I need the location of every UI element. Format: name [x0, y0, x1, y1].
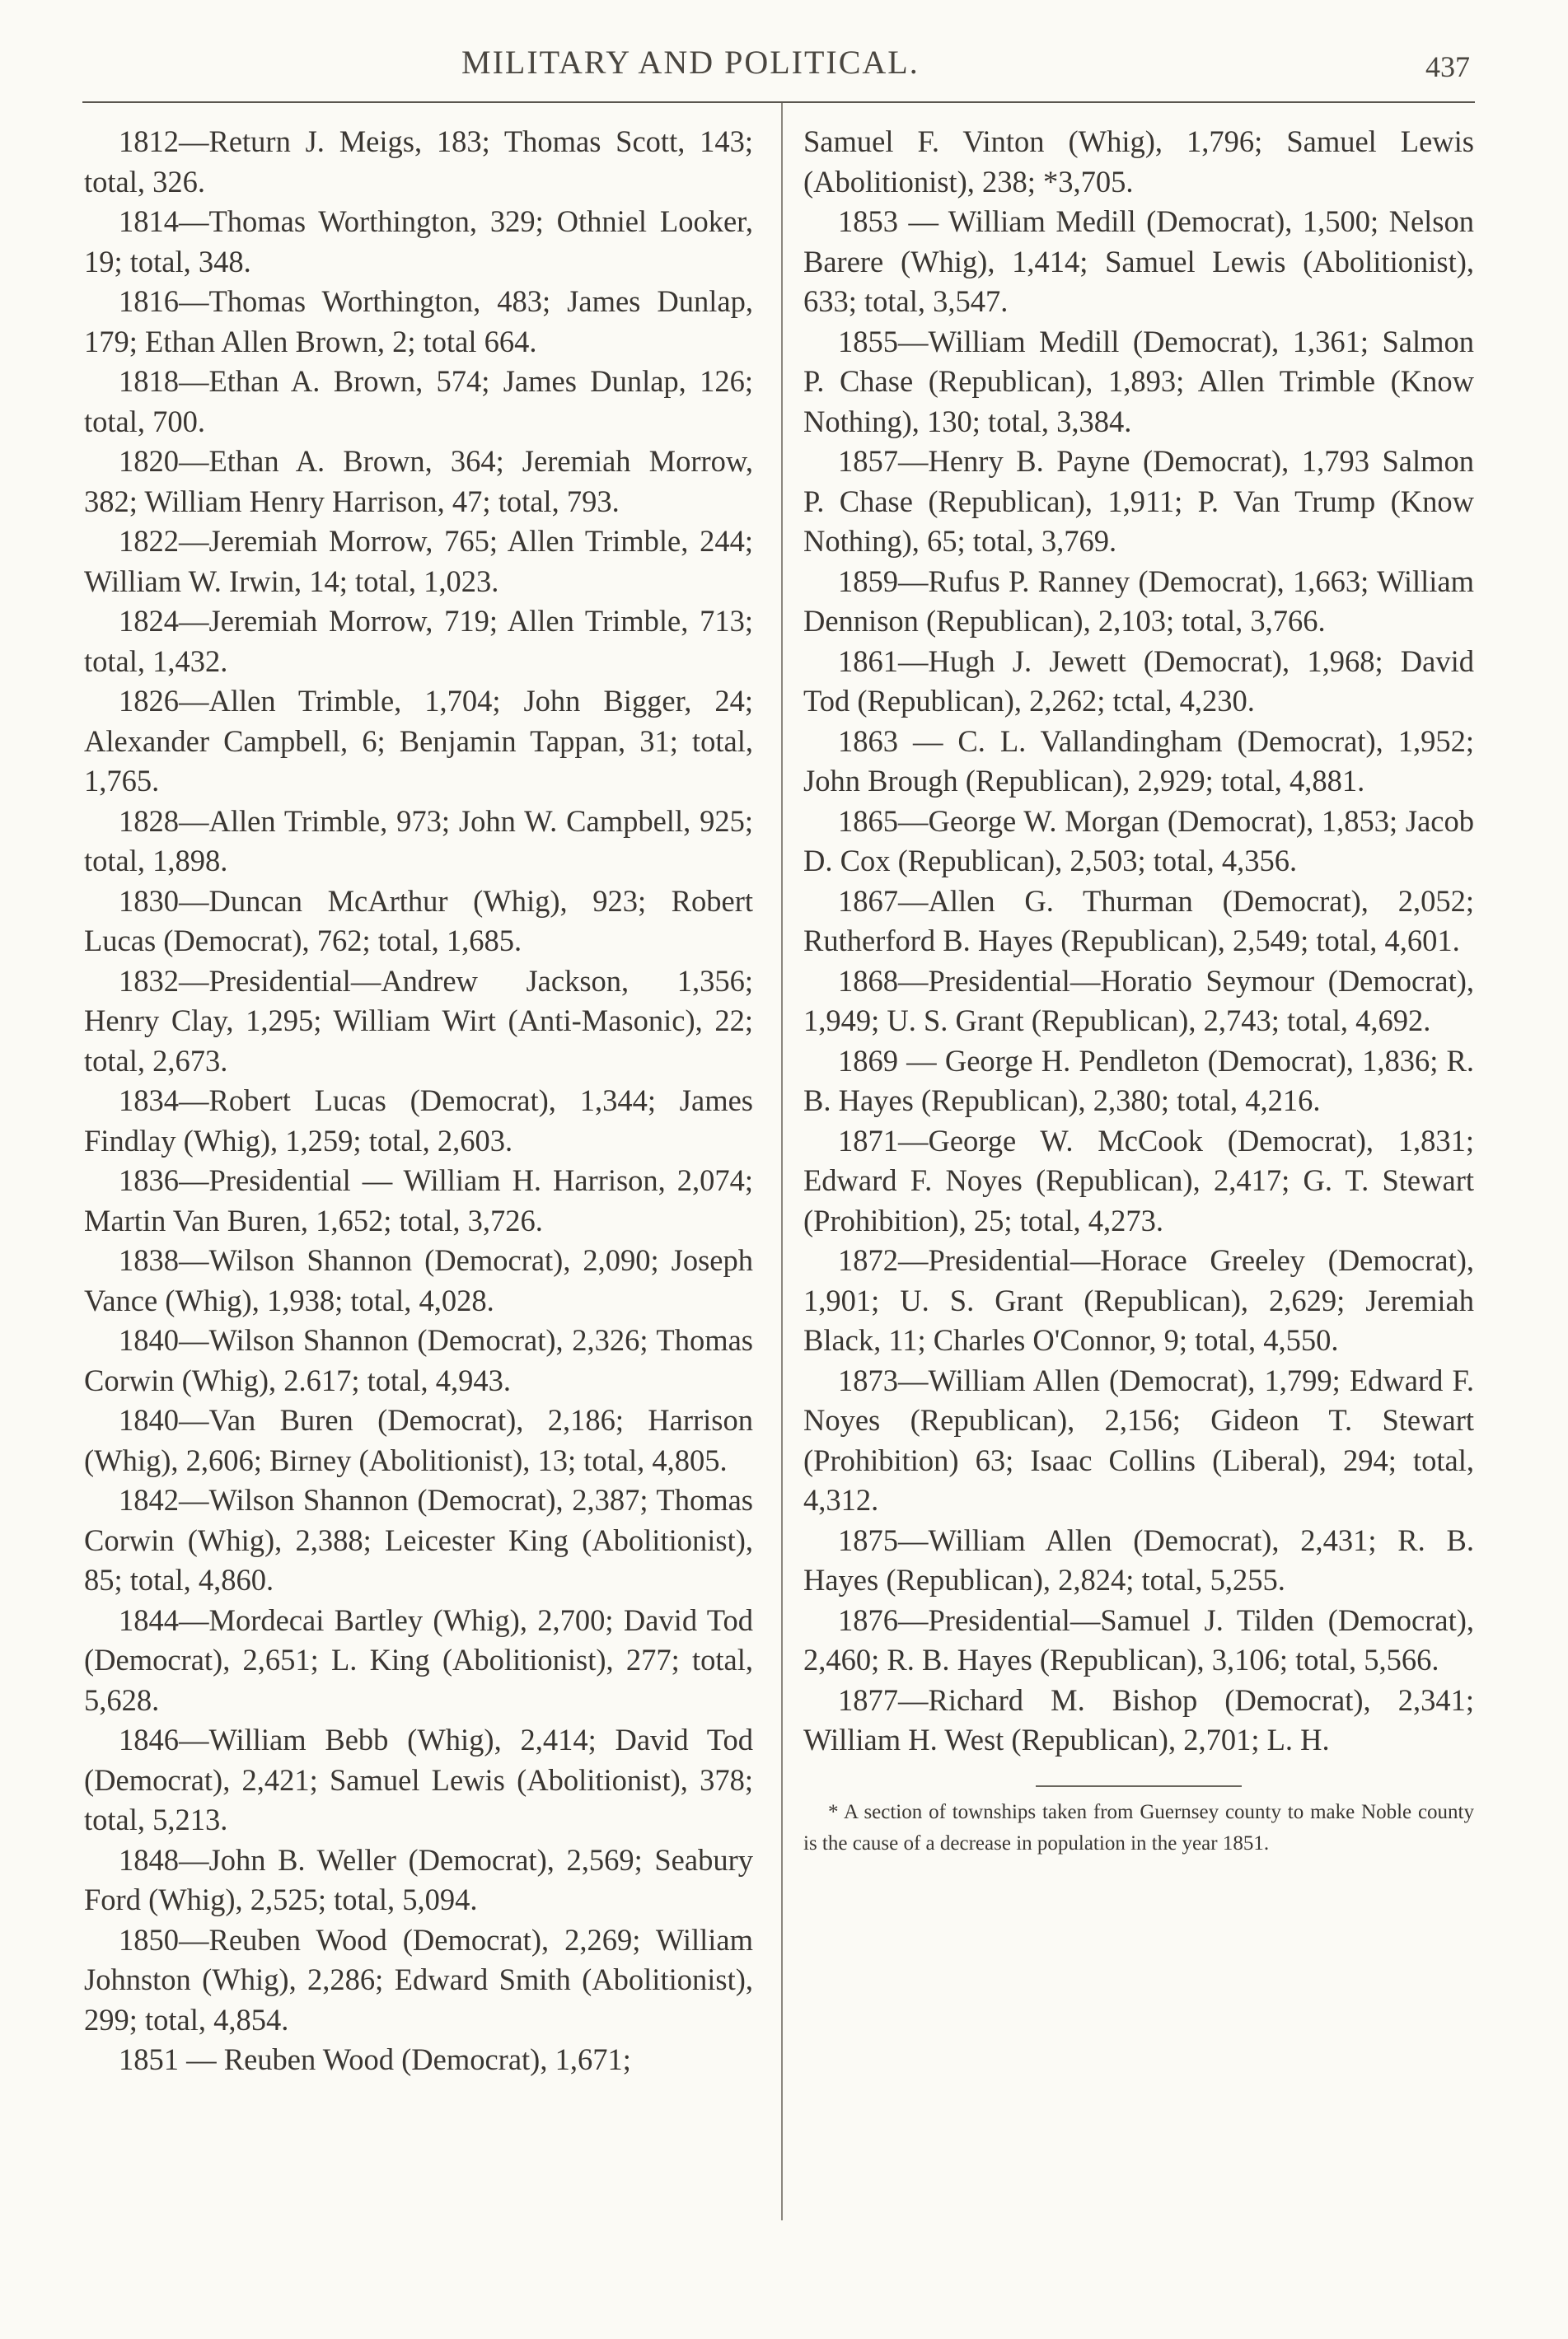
election-entry: 1812—Return J. Meigs, 183; Thomas Scott, 143; total, 326.: [84, 124, 753, 199]
election-entry: 1873—William Allen (Democrat), 1,799; Edward F. Noyes (Republican), 2,156; Gideon T. Stewart (Prohibition) 63; Isaac Collins (Liberal), 294; total, 4,312.: [803, 1363, 1474, 1517]
election-entry: 1859—Rufus P. Ranney (Democrat), 1,663; William Dennison (Republican), 2,103; total, 3,766.: [803, 564, 1474, 638]
page-number: 437: [1425, 50, 1470, 83]
header-rule: [82, 101, 1475, 103]
footnote-rule: [1036, 1785, 1242, 1787]
election-entry: 1844—Mordecai Bartley (Whig), 2,700; David Tod (Democrat), 2,651; L. King (Abolitionist), 277; total, 5,628.: [84, 1602, 753, 1717]
election-entry: 1820—Ethan A. Brown, 364; Jeremiah Morrow, 382; William Henry Harrison, 47; total, 793.: [84, 444, 753, 518]
election-entry: 1840—Wilson Shannon (Democrat), 2,326; Thomas Corwin (Whig), 2.617; total, 4,943.: [84, 1323, 753, 1397]
election-entry: 1814—Thomas Worthington, 329; Othniel Looker, 19; total, 348.: [84, 204, 753, 278]
election-entry: 1848—John B. Weller (Democrat), 2,569; Seabury Ford (Whig), 2,525; total, 5,094.: [84, 1842, 753, 1916]
column-divider: [781, 103, 783, 2220]
running-head: MILITARY AND POLITICAL.: [461, 44, 920, 81]
election-entry: 1822—Jeremiah Morrow, 765; Allen Trimble, 244; William W. Irwin, 14; total, 1,023.: [84, 524, 753, 598]
election-entry: 1828—Allen Trimble, 973; John W. Campbell, 925; total, 1,898.: [84, 803, 753, 877]
continued-entry: Samuel F. Vinton (Whig), 1,796; Samuel Lewis (Abolitionist), 238; *3,705.: [803, 124, 1474, 199]
election-entry: 1853 — William Medill (Democrat), 1,500; Nelson Barere (Whig), 1,414; Samuel Lewis (Abolitionist), 633; total, 3,547.: [803, 204, 1474, 318]
election-entry: 1857—Henry B. Payne (Democrat), 1,793 Salmon P. Chase (Republican), 1,911; P. Van Trump (Know Nothing), 65; total, 3,769.: [803, 444, 1474, 558]
election-entry: 1818—Ethan A. Brown, 574; James Dunlap, 126; total, 700.: [84, 364, 753, 438]
election-entry: 1863 — C. L. Vallandingham (Democrat), 1,952; John Brough (Republican), 2,929; total, 4,881.: [803, 723, 1474, 798]
election-entry: 1840—Van Buren (Democrat), 2,186; Harrison (Whig), 2,606; Birney (Abolitionist), 13; total, 4,805.: [84, 1403, 753, 1477]
left-column: [84, 122, 753, 2080]
election-entry: 1826—Allen Trimble, 1,704; John Bigger, 24; Alexander Campbell, 6; Benjamin Tappan, 31; total, 1,765.: [84, 684, 753, 798]
election-entry: 1872—Presidential—Horace Greeley (Democrat), 1,901; U. S. Grant (Republican), 2,629; Jeremiah Black, 11; Charles O'Connor, 9; total, 4,550.: [803, 1243, 1474, 1357]
right-column: [803, 122, 1474, 1860]
election-entry: 1865—George W. Morgan (Democrat), 1,853; Jacob D. Cox (Republican), 2,503; total, 4,356.: [803, 803, 1474, 877]
election-entry: 1851 — Reuben Wood (Democrat), 1,671;: [119, 2042, 631, 2076]
election-entry: 1834—Robert Lucas (Democrat), 1,344; James Findlay (Whig), 1,259; total, 2,603.: [84, 1083, 753, 1158]
election-entry: 1850—Reuben Wood (Democrat), 2,269; William Johnston (Whig), 2,286; Edward Smith (Abolitionist), 299; total, 4,854.: [84, 1922, 753, 2037]
footnote: * A section of townships taken from Guernsey county to make Noble county is the cause of a decrease in population in the year 1851.: [803, 1800, 1474, 1855]
election-entry: 1869 — George H. Pendleton (Democrat), 1,836; R. B. Hayes (Republican), 2,380; total, 4,216.: [803, 1043, 1474, 1117]
election-entry: 1842—Wilson Shannon (Democrat), 2,387; Thomas Corwin (Whig), 2,388; Leicester King (Abolitionist), 85; total, 4,860.: [84, 1483, 753, 1597]
election-entry: 1877—Richard M. Bishop (Democrat), 2,341; William H. West (Republican), 2,701; L. H.: [803, 1682, 1474, 1757]
election-entry: 1846—William Bebb (Whig), 2,414; David Tod (Democrat), 2,421; Samuel Lewis (Abolitionist), 378; total, 5,213.: [84, 1723, 753, 1836]
election-entry: 1836—Presidential — William H. Harrison, 2,074; Martin Van Buren, 1,652; total, 3,726.: [84, 1163, 753, 1237]
election-entry: 1832—Presidential—Andrew Jackson, 1,356; Henry Clay, 1,295; William Wirt (Anti-Masonic), 22; total, 2,673.: [84, 963, 753, 1078]
election-entry: 1868—Presidential—Horatio Seymour (Democrat), 1,949; U. S. Grant (Republican), 2,743; total, 4,692.: [803, 963, 1474, 1037]
election-entry: 1816—Thomas Worthington, 483; James Dunlap, 179; Ethan Allen Brown, 2; total 664.: [84, 284, 753, 358]
election-entry: 1875—William Allen (Democrat), 2,431; R. B. Hayes (Republican), 2,824; total, 5,255.: [803, 1523, 1474, 1597]
election-entry: 1861—Hugh J. Jewett (Democrat), 1,968; David Tod (Republican), 2,262; tctal, 4,230.: [803, 643, 1474, 718]
election-entry: 1855—William Medill (Democrat), 1,361; Salmon P. Chase (Republican), 1,893; Allen Trimble (Know Nothing), 130; total, 3,384.: [803, 324, 1474, 438]
election-entry: 1871—George W. McCook (Democrat), 1,831; Edward F. Noyes (Republican), 2,417; G. T. Stewart (Prohibition), 25; total, 4,273.: [803, 1123, 1474, 1237]
election-entry: 1830—Duncan McArthur (Whig), 923; Robert Lucas (Democrat), 762; total, 1,685.: [84, 883, 753, 957]
election-entry: 1867—Allen G. Thurman (Democrat), 2,052; Rutherford B. Hayes (Republican), 2,549; total, 4,601.: [803, 883, 1474, 957]
election-entry: 1824—Jeremiah Morrow, 719; Allen Trimble, 713; total, 1,432.: [84, 604, 753, 678]
election-entry: 1838—Wilson Shannon (Democrat), 2,090; Joseph Vance (Whig), 1,938; total, 4,028.: [84, 1243, 753, 1317]
election-entry: 1876—Presidential—Samuel J. Tilden (Democrat), 2,460; R. B. Hayes (Republican), 3,106; total, 5,566.: [803, 1602, 1474, 1677]
